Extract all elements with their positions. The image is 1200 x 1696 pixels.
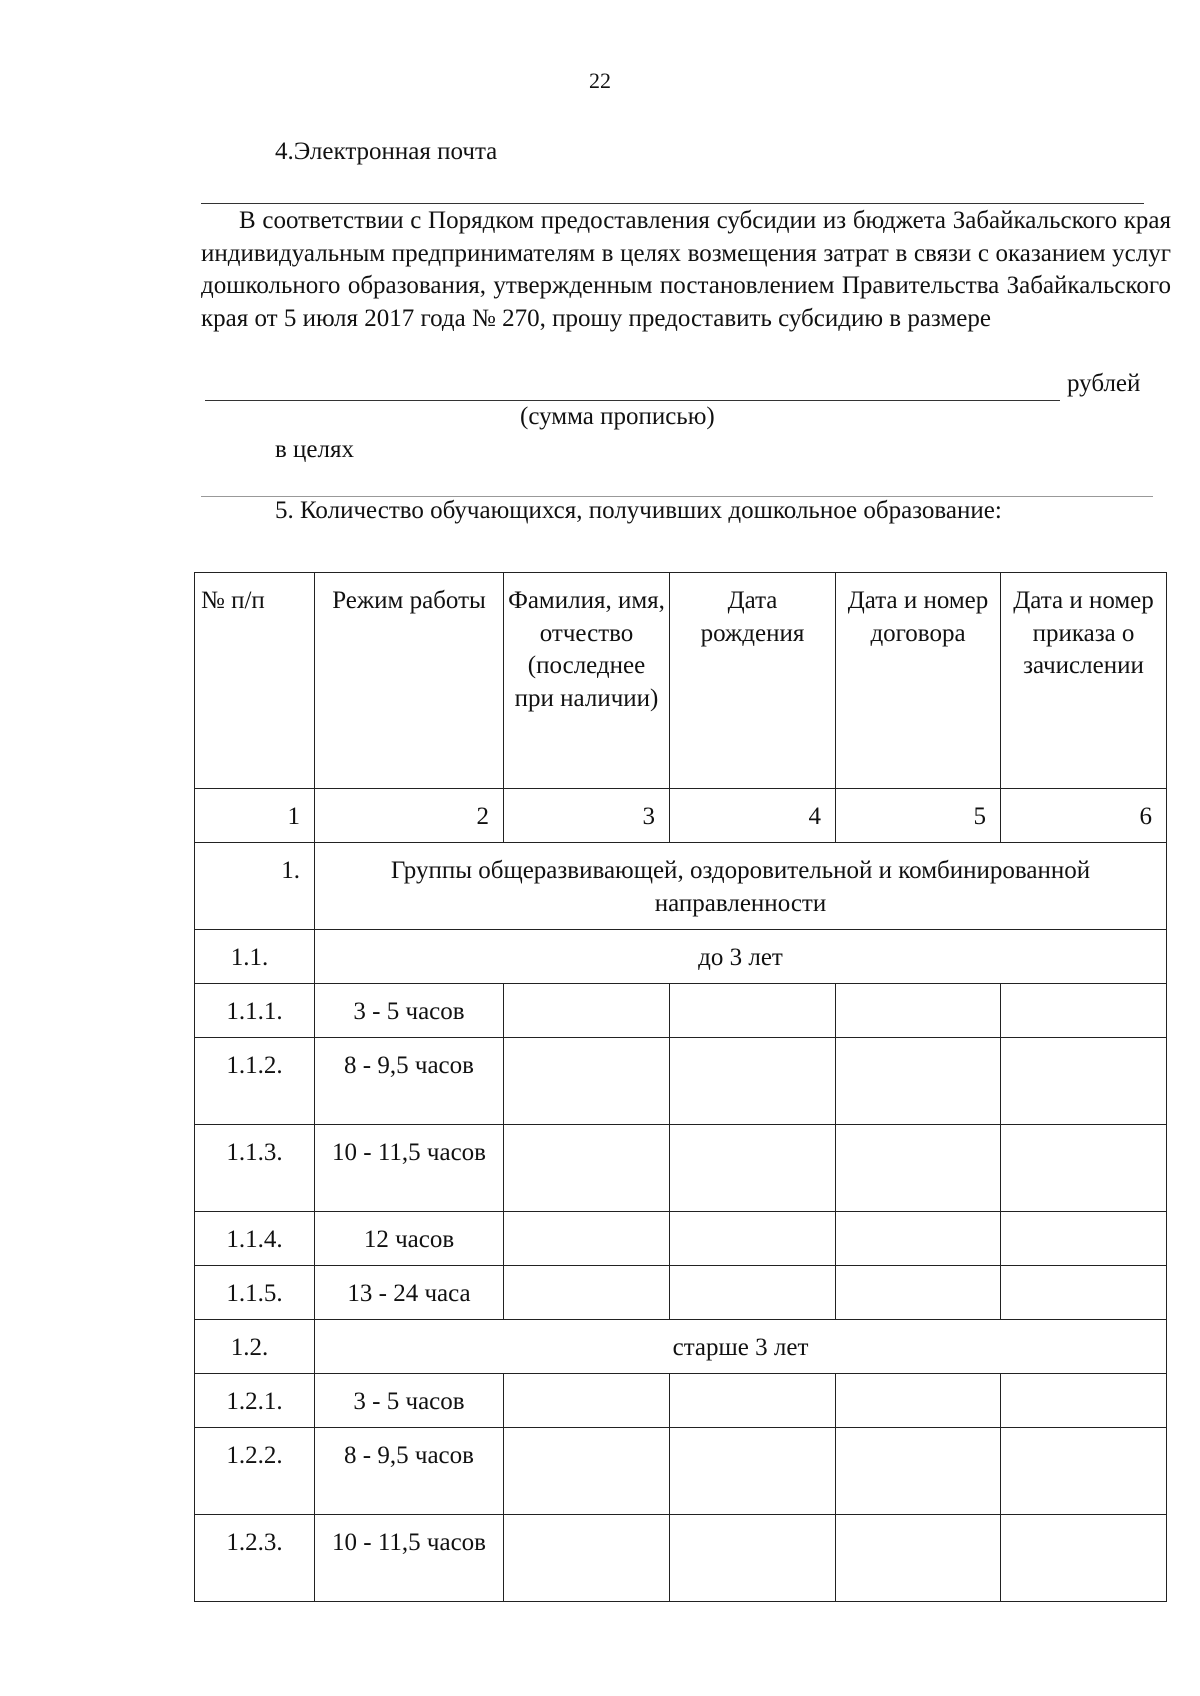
- birth-date-cell[interactable]: [670, 1125, 836, 1212]
- header-cell: Дата и номер приказа о зачислении: [1001, 573, 1167, 789]
- work-mode-cell: 10 - 11,5 часов: [315, 1515, 504, 1602]
- row-number: 1.2.3.: [195, 1515, 315, 1602]
- full-name-cell[interactable]: [504, 1212, 670, 1266]
- subgroup-number: 1.2.: [195, 1320, 315, 1374]
- full-name-cell[interactable]: [504, 1125, 670, 1212]
- row-number: 1.1.1.: [195, 984, 315, 1038]
- enrollment-order-cell[interactable]: [1001, 1374, 1167, 1428]
- birth-date-cell[interactable]: [670, 1515, 836, 1602]
- birth-date-cell[interactable]: [670, 1428, 836, 1515]
- section-title: 5. Количество обучающихся, получивших дошкольное образование:: [275, 497, 1002, 524]
- email-blank-line[interactable]: [201, 203, 1144, 204]
- birth-date-cell[interactable]: [670, 1374, 836, 1428]
- work-mode-cell: 3 - 5 часов: [315, 984, 504, 1038]
- enrollment-order-cell[interactable]: [1001, 1428, 1167, 1515]
- work-mode-cell: 8 - 9,5 часов: [315, 1038, 504, 1125]
- full-name-cell[interactable]: [504, 984, 670, 1038]
- column-number-cell: 5: [836, 789, 1001, 843]
- work-mode-cell: 3 - 5 часов: [315, 1374, 504, 1428]
- work-mode-cell: 8 - 9,5 часов: [315, 1428, 504, 1515]
- column-number-row: [195, 789, 1167, 843]
- table-row: [195, 1212, 1167, 1266]
- enrollment-order-cell[interactable]: [1001, 1266, 1167, 1320]
- birth-date-cell[interactable]: [670, 1266, 836, 1320]
- group-number: 1.: [195, 843, 315, 930]
- table-row: [195, 1266, 1167, 1320]
- subgroup-label: старше 3 лет: [315, 1320, 1167, 1374]
- contract-cell[interactable]: [836, 1428, 1001, 1515]
- full-name-cell[interactable]: [504, 1515, 670, 1602]
- birth-date-cell[interactable]: [670, 1212, 836, 1266]
- enrollment-order-cell[interactable]: [1001, 1515, 1167, 1602]
- subgroup-label: до 3 лет: [315, 930, 1167, 984]
- full-name-cell[interactable]: [504, 1038, 670, 1125]
- table-row: [195, 1428, 1167, 1515]
- work-mode-cell: 12 часов: [315, 1212, 504, 1266]
- full-name-cell[interactable]: [504, 1374, 670, 1428]
- currency-label: рублей: [1067, 370, 1141, 397]
- enrollment-order-cell[interactable]: [1001, 1212, 1167, 1266]
- request-paragraph: В соответствии с Порядком предоставления субсидии из бюджета Забайкальского края индивидуальным предпринимателям в целях возмещения затрат в связи с оказанием услуг дошкольного образования, утвержденным постановлением Правительства Забайкальского края от 5 июля 2017 года № 270, прошу предоставить субсидию в размере: [201, 207, 1171, 332]
- birth-date-cell[interactable]: [670, 984, 836, 1038]
- table-row: [195, 984, 1167, 1038]
- column-number-cell: 2: [315, 789, 504, 843]
- table-row: [195, 1125, 1167, 1212]
- row-number: 1.1.4.: [195, 1212, 315, 1266]
- column-number-cell: 3: [504, 789, 670, 843]
- full-name-cell[interactable]: [504, 1428, 670, 1515]
- full-name-cell[interactable]: [504, 1266, 670, 1320]
- header-cell: Режим работы: [315, 573, 504, 789]
- header-cell: Дата и номер договора: [836, 573, 1001, 789]
- table-row: [195, 1038, 1167, 1125]
- header-cell: № п/п: [195, 573, 315, 789]
- students-table-body: [195, 573, 1167, 1602]
- row-number: 1.2.1.: [195, 1374, 315, 1428]
- amount-caption: (сумма прописью): [520, 403, 715, 430]
- work-mode-cell: 10 - 11,5 часов: [315, 1125, 504, 1212]
- subgroup-row: [195, 1320, 1167, 1374]
- contract-cell[interactable]: [836, 1038, 1001, 1125]
- contract-cell[interactable]: [836, 984, 1001, 1038]
- contract-cell[interactable]: [836, 1125, 1001, 1212]
- row-number: 1.1.3.: [195, 1125, 315, 1212]
- column-number-cell: 4: [670, 789, 836, 843]
- contract-cell[interactable]: [836, 1266, 1001, 1320]
- contract-cell[interactable]: [836, 1212, 1001, 1266]
- subgroup-number: 1.1.: [195, 930, 315, 984]
- column-number-cell: 6: [1001, 789, 1167, 843]
- page-number: 22: [589, 68, 611, 93]
- work-mode-cell: 13 - 24 часа: [315, 1266, 504, 1320]
- header-cell: Дата рождения: [670, 573, 836, 789]
- enrollment-order-cell[interactable]: [1001, 1038, 1167, 1125]
- row-number: 1.1.2.: [195, 1038, 315, 1125]
- students-table: [194, 572, 1167, 1602]
- contract-cell[interactable]: [836, 1374, 1001, 1428]
- row-number: 1.1.5.: [195, 1266, 315, 1320]
- subgroup-row: [195, 930, 1167, 984]
- enrollment-order-cell[interactable]: [1001, 1125, 1167, 1212]
- header-cell: Фамилия, имя, отчество (последнее при наличии): [504, 573, 670, 789]
- enrollment-order-cell[interactable]: [1001, 984, 1167, 1038]
- email-label: 4.Электронная почта: [275, 138, 498, 165]
- column-number-cell: 1: [195, 789, 315, 843]
- purpose-label: в целях: [275, 436, 355, 463]
- table-row: [195, 1515, 1167, 1602]
- amount-blank-line[interactable]: [205, 400, 1060, 401]
- contract-cell[interactable]: [836, 1515, 1001, 1602]
- group-row: [195, 843, 1167, 930]
- row-number: 1.2.2.: [195, 1428, 315, 1515]
- birth-date-cell[interactable]: [670, 1038, 836, 1125]
- table-header-row: [195, 573, 1167, 789]
- table-row: [195, 1374, 1167, 1428]
- group-label: Группы общеразвивающей, оздоровительной и комбинированной направленности: [315, 843, 1167, 930]
